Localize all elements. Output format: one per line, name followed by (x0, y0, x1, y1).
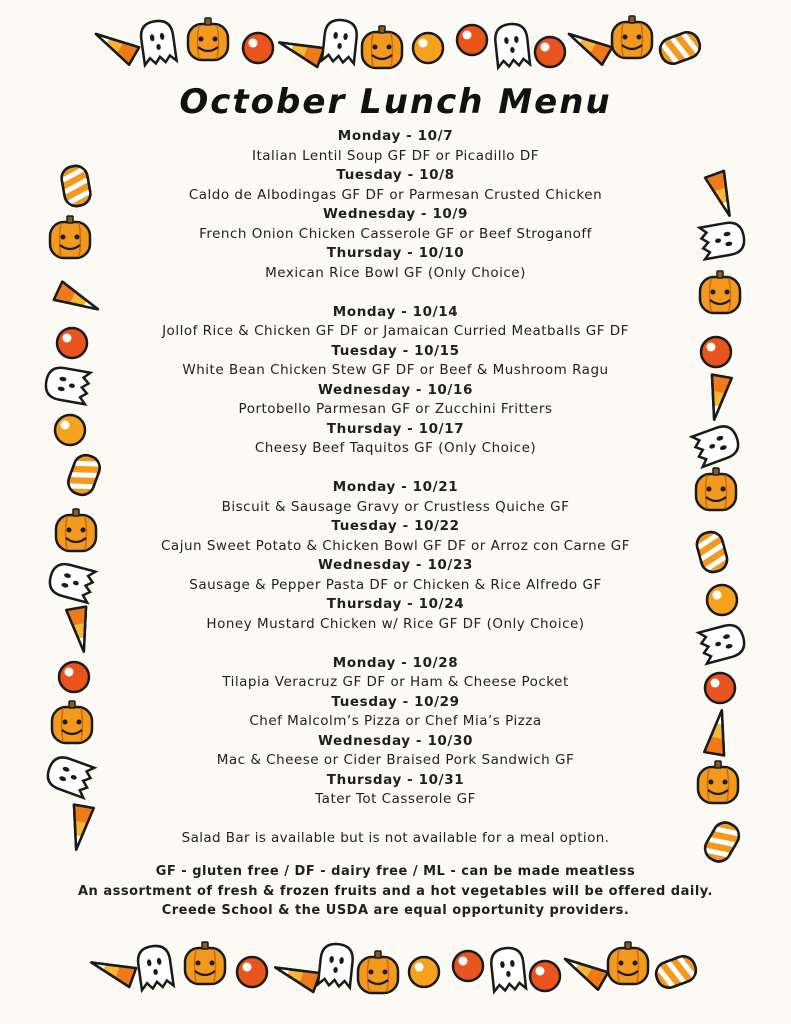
meal-option: Mexican Rice Bowl GF (Only Choice) (265, 264, 526, 281)
jack-o-lantern-icon (358, 951, 398, 993)
meal-option: Sausage & Pepper Pasta DF or Chicken & Rice Alfredo GF (189, 576, 602, 593)
day-heading: Wednesday - 10/23 (318, 557, 473, 573)
gumball-icon (59, 662, 89, 692)
week-block (90, 303, 701, 459)
day-heading: Monday - 10/21 (332, 479, 459, 495)
meal-option: Cajun Sweet Potato & Chicken Bowl GF DF or Arroz con Carne GF (161, 537, 630, 554)
jack-o-lantern-icon (52, 701, 92, 743)
gumball-icon (57, 328, 87, 358)
meal-option: Biscuit & Sausage Gravy or Crustless Quiche GF (221, 498, 570, 515)
meal-option: Tilapia Veracruz GF DF or Ham & Cheese Pocket (222, 674, 569, 690)
meal-option: Cheesy Beef Taquitos GF (Only Choice) (254, 440, 537, 456)
meal-option: Portobello Parmesan GF or Zucchini Fritters (238, 401, 553, 417)
meal-option: Mac & Cheese or Cider Braised Pork Sandwich GF (216, 752, 575, 768)
ghost-icon (44, 365, 91, 404)
day-heading: Thursday - 10/10 (326, 245, 465, 261)
ghost-icon (490, 946, 526, 991)
day-heading: Thursday - 10/17 (326, 420, 465, 437)
top-border (91, 16, 703, 68)
day-heading: Wednesday - 10/16 (318, 381, 473, 398)
gumball-icon (535, 37, 565, 67)
gumball-icon (705, 673, 735, 703)
twist-candy-icon (701, 818, 744, 866)
meal-option: Italian Lentil Soup GF DF or Picadillo DF (251, 147, 540, 164)
jack-o-lantern-icon (608, 942, 648, 984)
jack-o-lantern-icon (362, 26, 402, 68)
candy-corn-icon (276, 33, 324, 67)
candy-corn-icon (88, 953, 136, 987)
jack-o-lantern-icon (700, 271, 740, 313)
jack-o-lantern-icon (188, 18, 228, 60)
gumball-icon (409, 957, 439, 987)
candy-corn-icon (705, 171, 739, 219)
gumball-icon (243, 33, 273, 63)
day-heading: Wednesday - 10/30 (318, 732, 473, 749)
gumball-icon (453, 951, 483, 981)
meal-option: Chef Malcolm’s Pizza or Chef Mia’s Pizza (249, 713, 542, 729)
candy-corn-icon (704, 375, 731, 422)
day-heading: Thursday - 10/24 (326, 596, 465, 612)
twist-candy-icon (657, 29, 703, 67)
gumball-icon (413, 33, 443, 63)
jack-o-lantern-icon (612, 16, 652, 58)
jack-o-lantern-icon (50, 216, 90, 258)
week-block (90, 478, 701, 634)
day-heading: Monday - 10/14 (332, 303, 459, 320)
week-block (90, 127, 701, 283)
day-heading: Tuesday - 10/8 (336, 167, 455, 183)
ghost-icon (139, 19, 177, 65)
day-heading: Monday - 10/28 (332, 654, 459, 671)
day-heading: Tuesday - 10/15 (331, 342, 460, 359)
candy-corn-icon (272, 958, 320, 992)
day-heading: Tuesday - 10/22 (331, 518, 460, 534)
day-heading: Monday - 10/7 (337, 128, 454, 144)
equal-opportunity-note: Creede School & the USDA are equal opportunity providers. (161, 903, 630, 918)
ghost-icon (136, 944, 174, 990)
ghost-icon (322, 18, 358, 63)
day-heading: Thursday - 10/31 (326, 771, 465, 788)
page-title: October Lunch Menu (179, 82, 612, 122)
gumball-icon (530, 961, 560, 991)
salad-bar-note: Salad Bar is available but is not available for a meal option. (181, 830, 610, 846)
gumball-icon (237, 957, 267, 987)
ghost-icon (700, 220, 747, 259)
dietary-legend: GF - gluten free / DF - dairy free / ML - can be made meatless (155, 864, 636, 879)
day-heading: Wednesday - 10/9 (323, 206, 468, 222)
jack-o-lantern-icon (185, 942, 225, 984)
jack-o-lantern-icon (698, 761, 738, 803)
candy-corn-icon (91, 25, 139, 64)
candy-corn-icon (560, 950, 608, 989)
bottom-border (88, 942, 699, 993)
meal-option: Honey Mustard Chicken w/ Rice GF DF (Only Choice) (206, 615, 585, 632)
meal-option: Tater Tot Casserole GF (315, 791, 476, 807)
gumball-icon (55, 415, 85, 445)
fruits-note: An assortment of fresh & frozen fruits and a hot vegetables will be offered daily. (77, 883, 713, 899)
jack-o-lantern-icon (696, 468, 736, 510)
twist-candy-icon (60, 164, 93, 208)
ghost-icon (44, 753, 94, 797)
ghost-icon (699, 622, 748, 664)
gumball-icon (707, 585, 737, 615)
day-heading: Tuesday - 10/29 (331, 693, 460, 710)
meal-option: French Onion Chicken Casserole GF or Beef Stroganoff (199, 225, 592, 242)
candy-corn-icon (564, 25, 612, 64)
twist-candy-icon (653, 953, 699, 991)
gumball-icon (701, 337, 731, 367)
footnotes (70, 862, 721, 921)
ghost-icon (318, 942, 354, 987)
ghost-icon (47, 561, 96, 603)
menu-content (90, 78, 701, 868)
candy-corn-icon (704, 709, 731, 756)
week-block (90, 654, 701, 810)
gumball-icon (457, 25, 487, 55)
ghost-icon (494, 22, 530, 67)
meal-option: Jollof Rice & Chicken GF DF or Jamaican Curried Meatballs GF DF (162, 323, 629, 339)
meal-option: White Bean Chicken Stew GF DF or Beef & Mushroom Ragu (182, 362, 609, 378)
meal-option: Caldo de Albodingas GF DF or Parmesan Crusted Chicken (188, 186, 603, 203)
